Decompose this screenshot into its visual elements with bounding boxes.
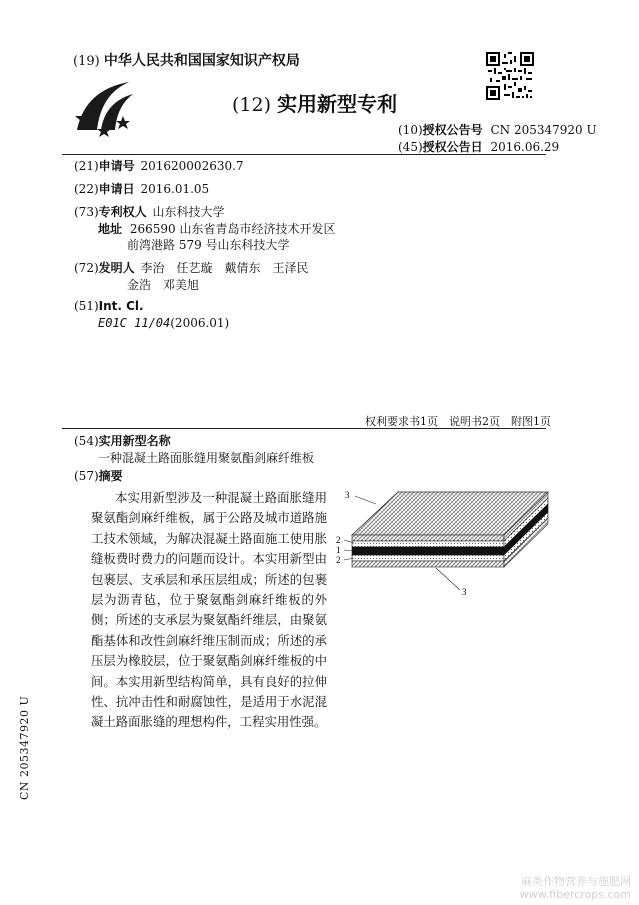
label-support-bottom: 2 — [336, 555, 341, 565]
watermark-line-1: 麻类作物营养与施肥网 — [521, 875, 631, 888]
patentee-value: 山东科技大学 — [152, 205, 225, 219]
layer-wrap-bottom — [352, 561, 504, 567]
patentee-label: 专利权人 — [98, 205, 147, 219]
side-publication-number: CN 205347920 U — [18, 695, 31, 800]
app-no-value: 201620002630.7 — [140, 159, 244, 173]
doc-code: (12) — [232, 94, 272, 116]
utility-model-title: 一种混凝土路面胀缝用聚氨酯剑麻纤维板 — [98, 451, 315, 465]
inventor-row — [74, 259, 309, 276]
watermark-line-2: www.fibercrops.com — [519, 888, 631, 901]
ipc-code: (51) — [74, 299, 99, 313]
label-bearing: 1 — [336, 545, 341, 555]
utility-model-title-row — [74, 432, 171, 449]
publication-date-row — [398, 138, 559, 155]
app-no-label: 申请号 — [98, 159, 135, 173]
qr-code-icon — [486, 52, 534, 100]
inventor-line-1: 李治 任艺璇 戴倩东 王泽民 — [140, 261, 309, 275]
layer-support-bottom — [352, 555, 504, 561]
abstract-code: (57) — [74, 469, 99, 483]
address-line-2: 前湾港路 579 号山东科技大学 — [127, 238, 290, 252]
abstract-heading — [74, 467, 123, 484]
layered-board-figure — [336, 482, 556, 602]
application-number-row — [74, 157, 244, 174]
layer-wrap-top — [352, 535, 504, 541]
label-wrap-top: 3 — [345, 490, 350, 500]
app-date-code: (22) — [74, 182, 99, 196]
office-code: (19) — [73, 54, 100, 69]
doc-type-title — [232, 88, 397, 117]
patentee-row — [74, 203, 225, 220]
pub-no-value: CN 205347920 U — [490, 123, 597, 137]
pub-date-value: 2016.06.29 — [490, 140, 560, 154]
label-support-top: 2 — [336, 535, 341, 545]
abstract-label: 摘要 — [98, 469, 123, 483]
counts-divider — [62, 428, 546, 429]
app-date-label: 申请日 — [98, 182, 135, 196]
title-label: 实用新型名称 — [98, 434, 171, 448]
address-row — [98, 220, 335, 237]
app-no-code: (21) — [74, 159, 99, 173]
ipc-version: (2006.01) — [170, 316, 230, 330]
address-line-1: 266590 山东省青岛市经济技术开发区 — [129, 222, 336, 236]
watermark — [520, 875, 631, 901]
office-name: 中华人民共和国国家知识产权局 — [103, 53, 300, 69]
layer-bearing — [352, 547, 504, 555]
pub-no-code: (10) — [398, 123, 423, 137]
application-date-row — [74, 180, 209, 197]
ipc-class: E01C 11/04 — [98, 316, 171, 330]
pub-date-label: 授权公告日 — [422, 140, 483, 154]
address-label: 地址 — [98, 222, 123, 236]
header-divider — [62, 154, 546, 155]
ipc-row — [74, 299, 144, 313]
inventor-line-2: 金浩 邓美旭 — [127, 278, 200, 292]
inventor-label: 发明人 — [98, 261, 135, 275]
ipc-classification — [98, 316, 229, 330]
doc-type: 实用新型专利 — [277, 92, 398, 116]
patent-office-emblem-icon — [71, 72, 151, 142]
title-code: (54) — [74, 434, 99, 448]
layer-support-top — [352, 541, 504, 547]
inventor-code: (72) — [74, 261, 99, 275]
pub-date-code: (45) — [398, 140, 423, 154]
app-date-value: 2016.01.05 — [140, 182, 210, 196]
publication-number-row — [398, 121, 597, 138]
label-wrap-bottom: 3 — [462, 587, 467, 597]
ipc-label: Int. Cl. — [98, 299, 144, 313]
pub-no-label: 授权公告号 — [422, 123, 483, 137]
abstract-text: 本实用新型涉及一种混凝土路面胀缝用聚氨酯剑麻纤维板，属于公路及城市道路施工技术领域，为解决混凝土路面施工使用胀缝板费时费力的问题而设计。本实用新型由包裹层、支承层和承压层组成；所述的包裹层为沥青毡，位于聚氨酯剑麻纤维板的外侧；所述的支承层为聚氨酯纤维层，由聚氨酯基体和改性剑麻纤维压制而成；所述的承压层为橡胶层，位于聚氨酯剑麻纤维板的中间。本实用新型结构简单，具有良好的拉伸性、抗冲击性和耐腐蚀性，是适用于水泥混凝土路面胀缝的理想构件，工程实用性强。 — [91, 490, 327, 730]
patentee-code: (73) — [74, 205, 99, 219]
office-header — [73, 50, 300, 70]
page-counts: 权利要求书1页 说明书2页 附图1页 — [365, 415, 551, 428]
